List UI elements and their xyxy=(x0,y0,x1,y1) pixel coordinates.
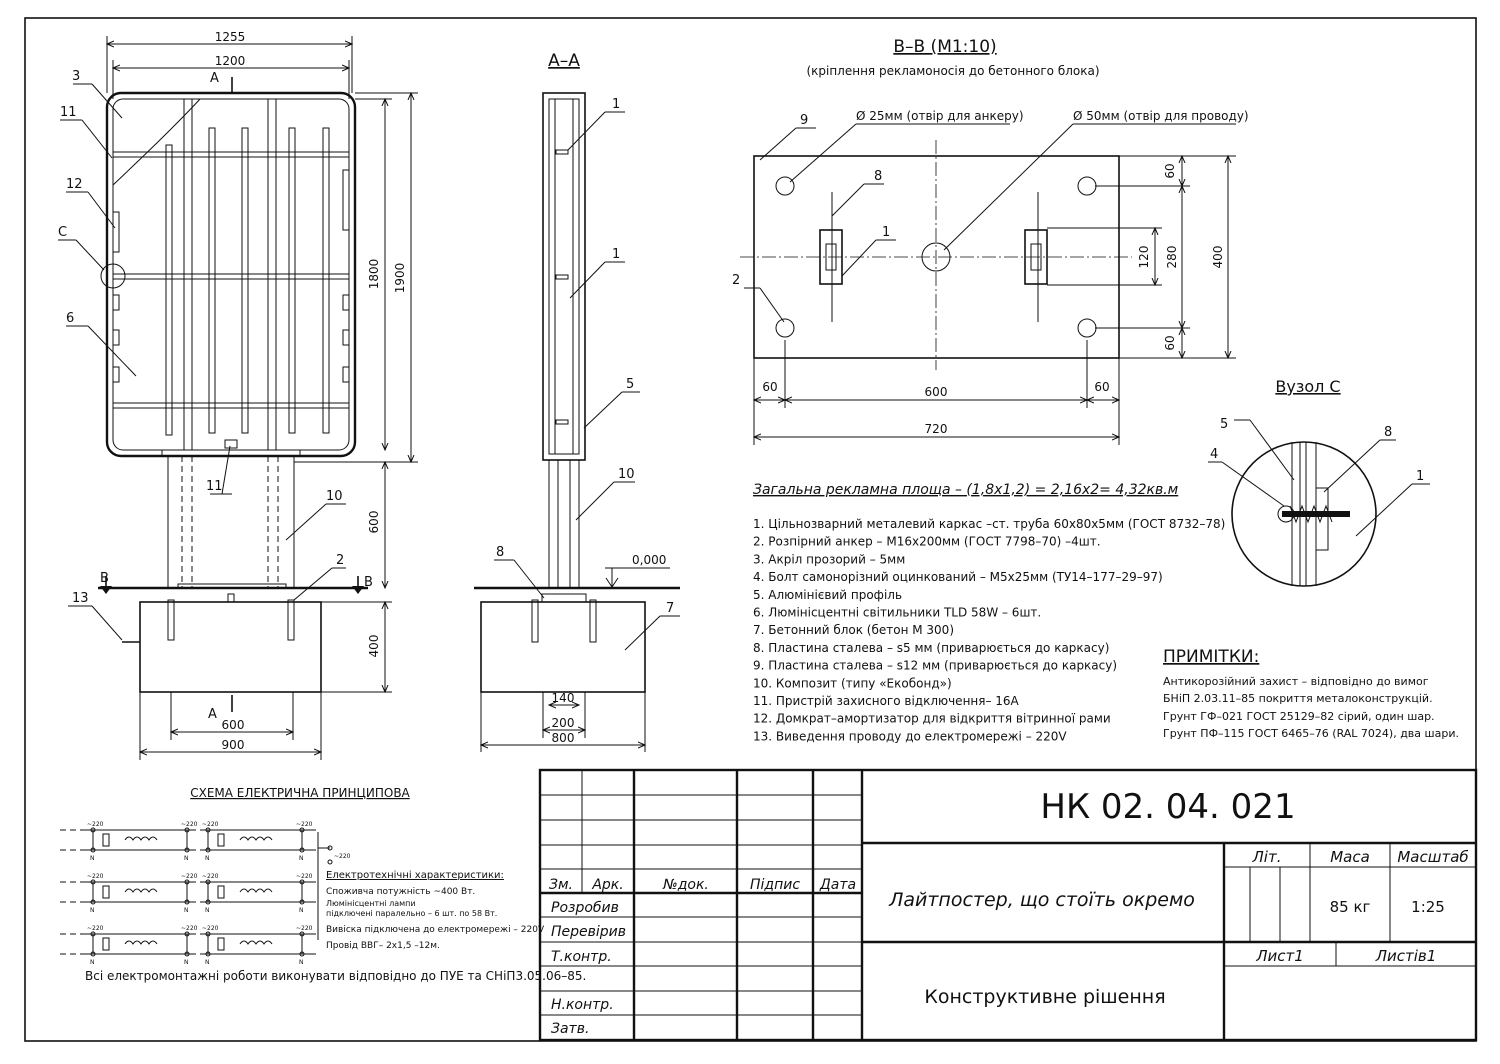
col-sign: Підпис xyxy=(749,877,801,893)
neutral-label: N xyxy=(90,907,95,914)
voltage-label: ~220 xyxy=(181,873,198,880)
callout-bb-1: 1 xyxy=(882,225,891,240)
note-line-3: Грунт ГФ–021 ГОСТ 25129–82 сірий, один шар. xyxy=(1163,710,1435,723)
acrylic-cut xyxy=(113,99,200,185)
horizontal-bars xyxy=(113,152,349,408)
doc-number: НК 02. 04. 021 xyxy=(1040,787,1296,827)
section-mark-b-left: В xyxy=(100,571,109,586)
section-mark-a-bottom: А xyxy=(208,707,217,722)
section-mark-b-right: В xyxy=(364,575,373,590)
section-bb xyxy=(732,37,1249,445)
section-bb-title: В–В (М1:10) xyxy=(893,37,997,57)
level-mark: 0,000 xyxy=(632,553,667,567)
lamp-rows xyxy=(60,821,318,966)
neutral-label: N xyxy=(184,907,189,914)
electric-footer: Всі електромонтажні роботи виконувати відповідно до ПУЕ та СНіП3.05.06–85. xyxy=(85,969,587,983)
note-line-2: БНіП 2.03.11–85 покриття металоконструкцій. xyxy=(1163,692,1433,705)
neutral-label: N xyxy=(205,959,210,966)
role-checker: Перевірив xyxy=(551,924,627,940)
neutral-label: N xyxy=(299,907,304,914)
callout-front-10: 10 xyxy=(326,489,343,504)
callout-front-3: 3 xyxy=(72,69,81,84)
spec-item-6: 6. Люмінісцентні світильники TLD 58W – 6шт. xyxy=(753,605,1042,620)
lamp-circuit xyxy=(85,873,198,914)
callout-node-4: 4 xyxy=(1210,447,1219,462)
dim-1255: 1255 xyxy=(214,30,246,44)
scale-value: 1:25 xyxy=(1411,898,1445,916)
note-line-1: Антикорозійний захист – відповідно до вимог xyxy=(1163,675,1429,688)
note-line-4: Грунт ПФ–115 ГОСТ 6465–76 (RAL 7024), два шари. xyxy=(1163,727,1459,740)
callout-aa-7: 7 xyxy=(666,601,675,616)
dim-600-leg: 600 xyxy=(367,510,381,534)
voltage-label: ~220 xyxy=(202,821,219,828)
dim-aa-200: 200 xyxy=(551,716,575,730)
callout-front-11b: 11 xyxy=(206,479,223,494)
spec-item-2: 2. Розпірний анкер – М16х200мм (ГОСТ 7798–70) –4шт. xyxy=(753,534,1101,549)
neutral-label: N xyxy=(299,959,304,966)
lamp-circuit xyxy=(200,821,313,862)
col-ark: Арк. xyxy=(592,877,624,893)
voltage-label: ~220 xyxy=(296,821,313,828)
dim-bb-720: 720 xyxy=(924,422,948,436)
neutral-label: N xyxy=(90,959,95,966)
dim-1900: 1900 xyxy=(393,262,407,294)
front-leaders xyxy=(58,84,346,640)
dim-bb-60-bottom: 60 xyxy=(1163,335,1177,351)
callout-aa-1a: 1 xyxy=(612,97,621,112)
electric-scheme-title: СХЕМА ЕЛЕКТРИЧНА ПРИНЦИПОВА xyxy=(190,786,410,800)
section-bb-caption: (кріплення рекламоносія до бетонного блока) xyxy=(806,64,1100,78)
spec-item-9: 9. Пластина сталева – s12 мм (приварюється до каркасу) xyxy=(753,658,1118,673)
dim-bb-60-right: 60 xyxy=(1094,380,1110,394)
spec-item-7: 7. Бетонний блок (бетон М 300) xyxy=(753,623,954,638)
callout-aa-8: 8 xyxy=(496,545,505,560)
callout-front-11: 11 xyxy=(60,105,77,120)
neutral-label: N xyxy=(184,959,189,966)
col-date: Дата xyxy=(819,877,857,893)
col-zm: Зм. xyxy=(549,877,573,893)
voltage-label: ~220 xyxy=(202,873,219,880)
spec-item-11: 11. Пристрій захисного відключення– 16А xyxy=(753,694,1019,708)
role-developer: Розробив xyxy=(551,900,619,916)
sheets-label: Листів1 xyxy=(1375,947,1437,965)
sheet-title: Конструктивне рішення xyxy=(924,986,1166,1008)
dim-bb-60-left: 60 xyxy=(762,380,778,394)
char-line-1: Споживча потужність ~400 Вт. xyxy=(326,887,476,897)
voltage-label: ~220 xyxy=(202,925,219,932)
lamp-circuit xyxy=(85,821,198,862)
anchors-front xyxy=(168,594,294,640)
spec-item-1: 1. Цільнозварний металевий каркас –ст. труба 60х80х5мм (ГОСТ 8732–78) xyxy=(753,517,1226,531)
voltage-label: ~220 xyxy=(181,925,198,932)
rcd-box xyxy=(225,440,237,448)
spec-item-5: 5. Алюмінієвий профіль xyxy=(753,587,903,602)
notes xyxy=(1163,647,1459,740)
voltage-label: ~220 xyxy=(87,873,104,880)
callout-front-12: 12 xyxy=(66,177,83,192)
callout-front-13: 13 xyxy=(72,591,89,606)
char-line-5: Провід ВВГ– 2х1,5 –12м. xyxy=(326,941,440,951)
area-text: Загальна рекламна площа – (1,8х1,2) = 2,16х2= 4,32кв.м xyxy=(753,482,1179,498)
dim-1200: 1200 xyxy=(214,54,246,68)
neutral-label: N xyxy=(184,855,189,862)
callout-aa-10: 10 xyxy=(618,467,635,482)
voltage-label: ~220 xyxy=(87,925,104,932)
lamp-circuit xyxy=(85,925,198,966)
callout-aa-1b: 1 xyxy=(612,247,621,262)
scale-label: Масштаб xyxy=(1397,848,1469,866)
callout-front-6: 6 xyxy=(66,311,75,326)
neutral-label: N xyxy=(205,907,210,914)
callout-front-2: 2 xyxy=(336,553,345,568)
section-mark-a-top: А xyxy=(210,71,219,86)
sheet-label: Лист1 xyxy=(1256,947,1304,965)
spec-item-12: 12. Домкрат–амортизатор для відкриття вітринної рами xyxy=(753,711,1111,726)
dim-bb-400: 400 xyxy=(1211,245,1225,269)
callout-aa-5: 5 xyxy=(626,377,635,392)
callout-node-1: 1 xyxy=(1416,469,1425,484)
dim-bb-600: 600 xyxy=(924,385,948,399)
callout-bb-2: 2 xyxy=(732,273,741,288)
dim-900: 900 xyxy=(221,738,245,752)
leg-composite xyxy=(168,456,294,588)
spec-list xyxy=(753,517,1225,743)
specification xyxy=(753,482,1225,743)
dim-aa-140: 140 xyxy=(551,691,575,705)
title-block xyxy=(540,770,1476,1040)
section-aa xyxy=(474,51,680,752)
mains-voltage-label: ~220 xyxy=(334,853,351,860)
voltage-label: ~220 xyxy=(296,925,313,932)
mass-value: 85 кг xyxy=(1329,898,1371,916)
col-doc: №док. xyxy=(663,877,709,893)
mass-label: Маса xyxy=(1330,848,1370,866)
voltage-label: ~220 xyxy=(296,873,313,880)
wire-hole-label: Ø 50мм (отвір для проводу) xyxy=(1073,109,1249,123)
neutral-label: N xyxy=(90,855,95,862)
char-heading: Електротехнічні характеристики: xyxy=(326,870,504,881)
char-line-2: Люмінісцентні лампи xyxy=(326,899,416,908)
callout-bb-9: 9 xyxy=(800,113,809,128)
callout-bb-8: 8 xyxy=(874,169,883,184)
char-line-4: Вивіска підключена до електромережі – 220V xyxy=(326,925,545,935)
role-tech-control: Т.контр. xyxy=(551,949,612,965)
callout-front-c: С xyxy=(58,225,68,240)
electric-scheme xyxy=(60,786,586,983)
dim-400-block: 400 xyxy=(367,634,381,658)
node-c-title: Вузол С xyxy=(1275,377,1341,396)
spec-item-13: 13. Виведення проводу до електромережі – 220V xyxy=(753,729,1067,744)
role-approved: Затв. xyxy=(551,1021,590,1037)
spec-item-8: 8. Пластина сталева – s5 мм (приварюється до каркасу) xyxy=(753,640,1110,655)
dim-600-spacing: 600 xyxy=(221,718,245,732)
lit-label: Літ. xyxy=(1252,848,1282,866)
dim-bb-120: 120 xyxy=(1137,245,1151,269)
lamp-circuit xyxy=(200,873,313,914)
spec-item-3: 3. Акріл прозорий – 5мм xyxy=(753,552,906,567)
callout-node-8: 8 xyxy=(1384,425,1393,440)
char-line-3: підключені паралельно – 6 шт. по 58 Вт. xyxy=(326,909,498,918)
role-norm-control: Н.контр. xyxy=(551,997,614,1013)
side-hinges xyxy=(113,170,349,382)
voltage-label: ~220 xyxy=(87,821,104,828)
section-aa-title: А–А xyxy=(548,51,580,71)
dim-bb-280: 280 xyxy=(1165,245,1179,269)
voltage-label: ~220 xyxy=(181,821,198,828)
dim-1800: 1800 xyxy=(367,258,381,290)
callout-node-5: 5 xyxy=(1220,417,1229,432)
anchor-hole-label: Ø 25мм (отвір для анкеру) xyxy=(856,109,1024,123)
notes-heading: ПРИМІТКИ: xyxy=(1163,647,1260,667)
dim-bb-60-top: 60 xyxy=(1163,163,1177,179)
node-c xyxy=(1208,377,1430,586)
neutral-label: N xyxy=(205,855,210,862)
spec-item-10: 10. Композит (типу «Екобонд») xyxy=(753,676,952,691)
spec-item-4: 4. Болт самонорізний оцинкований – М5х25мм (ТУ14–177–29–97) xyxy=(753,570,1163,585)
dim-aa-800: 800 xyxy=(551,731,575,745)
front-view xyxy=(58,30,418,760)
object-name: Лайтпостер, що стоїть окремо xyxy=(889,889,1195,911)
lamp-circuit xyxy=(200,925,313,966)
neutral-label: N xyxy=(299,855,304,862)
